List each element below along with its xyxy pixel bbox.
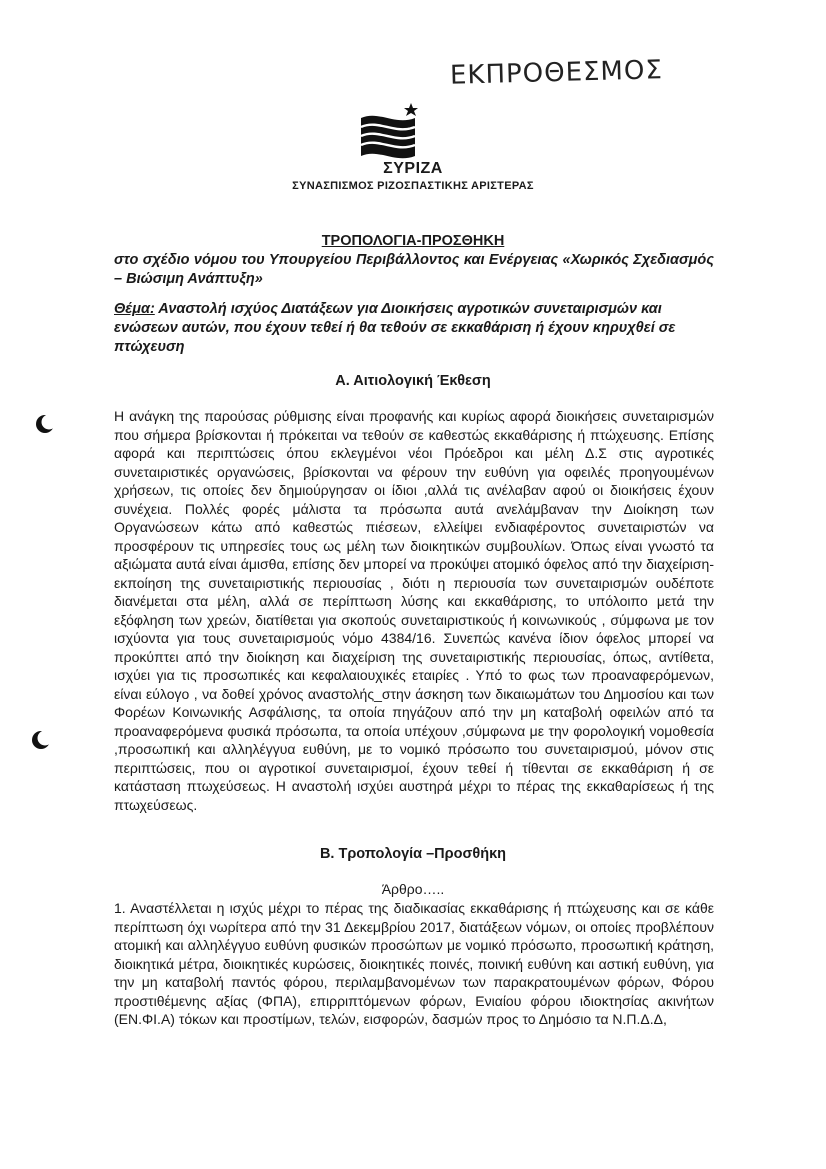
subject-label: Θέμα: <box>114 301 155 317</box>
subject-text: Αναστολή ισχύος Διατάξεων για Διοικήσεις αγροτικών συνεταιρισμών και ενώσεων αυτών, που έχουν τεθεί ή θα τεθούν σε εκκαθάριση ή έχουν κηρυχθεί σε πτώχευση <box>114 301 676 355</box>
document-title: ΤΡΟΠΟΛΟΓΙΑ-ΠΡΟΣΘΗΚΗ <box>321 233 505 249</box>
explanatory-report-text: Η ανάγκη της παρούσας ρύθμισης είναι προφανής και κυρίως αφορά διοικήσεις συνεταιρισμών που σήμερα βρίσκονται ή πρόκειται να τεθούν σε καθεστώς εκκαθάρισης ή πτώχευσης. Επίσης αφορά και περιπτώσεις όπου εκλεγμένοι νέοι Πρόεδροι και μέλη Δ.Σ στις αγροτικές συνεταιριστικές οργανώσεις, βρίσκονται να φέρουν την ευθύνη για οφειλές προηγουμένων χρήσεων, τις οποίες δεν δημιούργησαν οι ίδιοι ,αλλά τις ανέλαβαν αφού οι διοικήσεις έχουν συνέχεια. Πολλές φορές μάλιστα τα πρόσωπα αυτά ανελάμβαναν την Διοίκηση των Οργανώσεων κάτω από καθεστώς πιέσεων, ελλείψει ενδιαφέροντος συνεταιριστών να προσφέρουν τις υπηρεσίες τους ως μέλη των διοικητικών συμβουλίων. Όπως είναι γνωστό τα αξιώματα αυτά είναι άμισθα, επίσης δεν μπορεί να προκύψει ατομικό όφελος από την διαχείριση- εκποίηση της συνεταιριστικής περιουσίας , διότι η περιουσία των συνεταιρισμών ουδέποτε διανέμεται στα μέλη, αλλά σε περίπτωση λύσης και εκκαθάρισης, το υπόλοιπο μετά την εξόφληση των χρεών, διατίθεται για σκοπούς συνεταιριστικούς ή κοινωνικούς , σύμφωνα με τον ισχύοντα για τους συνεταιρισμούς νόμο 4384/16. Συνεπώς κανένα ίδιον όφελος μπορεί να προκύπτει από την διοίκηση και διαχείριση της συνεταιριστικής περιουσίας, όπως, αντίθετα, ισχύει για τις προσωπικές και κεφαλαιουχικές εταιρίες . Υπό το φως των προαναφερόμενων, είναι εύλογο , να δοθεί χρόνος αναστολής_στην άσκηση των δικαιωμάτων του Δημοσίου και των Φορέων Κοινωνικής Ασφάλισης, τα οποία πηγάζουν από την μη καταβολή οφειλών από τα προαναφερόμενα φυσικά πρόσωπα, τα οποία υπέχουν ,σύμφωνα με την φορολογική νομοθεσία ,προσωπική και αλληλέγγυα ευθύνη, με το νομικό πρόσωπο του συνεταιρισμού, μόνον στις περιπτώσεις, που οι αγροτικοί συνεταιρισμοί, έχουν τεθεί ή τίθενται σε εκκαθάριση ή σε κατάσταση πτωχεύσεως. Η αναστολή ισχύει αυστηρά μέχρι το πέρας της εκκαθαρίσεως ή της πτωχεύσεως. <box>114 408 714 813</box>
amendment-text: 1. Αναστέλλεται η ισχύς μέχρι το πέρας της διαδικασίας εκκαθάρισης ή πτώχευσης και σε κάθε περίπτωση όχι νωρίτερα από την 31 Δεκεμβρίου 2017, διατάξεων νόμων, οι οποίες προβλέπουν ατομική και αλληλέγγυο ευθύνη φυσικών προσώπων με νομικό πρόσωπο, προσωπική κράτηση, διοικητικά μέτρα, διοικητικές κυρώσεις, διοικητικές ποινές, ποινική ευθύνη και αστική ευθύνη, για την μη καταβολή παντός φόρου, περιλαμβανομένων των παρακρατουμένων φόρων, Φόρου προστιθέμενης αξίας (ΦΠΑ), επιρριπτόμενων φόρων, Ενιαίου φόρου ιδιοκτησίας ακινήτων (ΕΝ.ΦΙ.Α) τόκων και προστίμων, τελών, εισφορών, δασμών προς το Δημόσιο τα Ν.Π.Δ.Δ, <box>114 900 714 1027</box>
subject-block <box>114 300 714 357</box>
punch-hole-icon <box>34 413 56 435</box>
article-heading: Άρθρο….. <box>381 881 445 897</box>
punch-hole-icon <box>30 729 52 751</box>
section-b-heading: Β. Τροπολογία –Προσθήκη <box>319 846 507 862</box>
late-submission-stamp: ΕΚΠΡΟΘΕΣΜΟΣ <box>449 55 664 91</box>
section-a-heading: Α. Αιτιολογική Έκθεση <box>335 373 491 389</box>
party-name: ΣΥΡΙΖΑ <box>383 160 443 177</box>
document-subtitle: στο σχέδιο νόμου του Υπουργείου Περιβάλλοντος και Ενέργειας «Χωρικός Σχεδιασμός – Βιώσιμη Ανάπτυξη» <box>114 252 714 287</box>
party-logo-flag-icon <box>355 100 435 164</box>
party-full-name: ΣΥΝΑΣΠΙΣΜΟΣ ΡΙΖΟΣΠΑΣΤΙΚΗΣ ΑΡΙΣΤΕΡΑΣ <box>292 180 534 192</box>
